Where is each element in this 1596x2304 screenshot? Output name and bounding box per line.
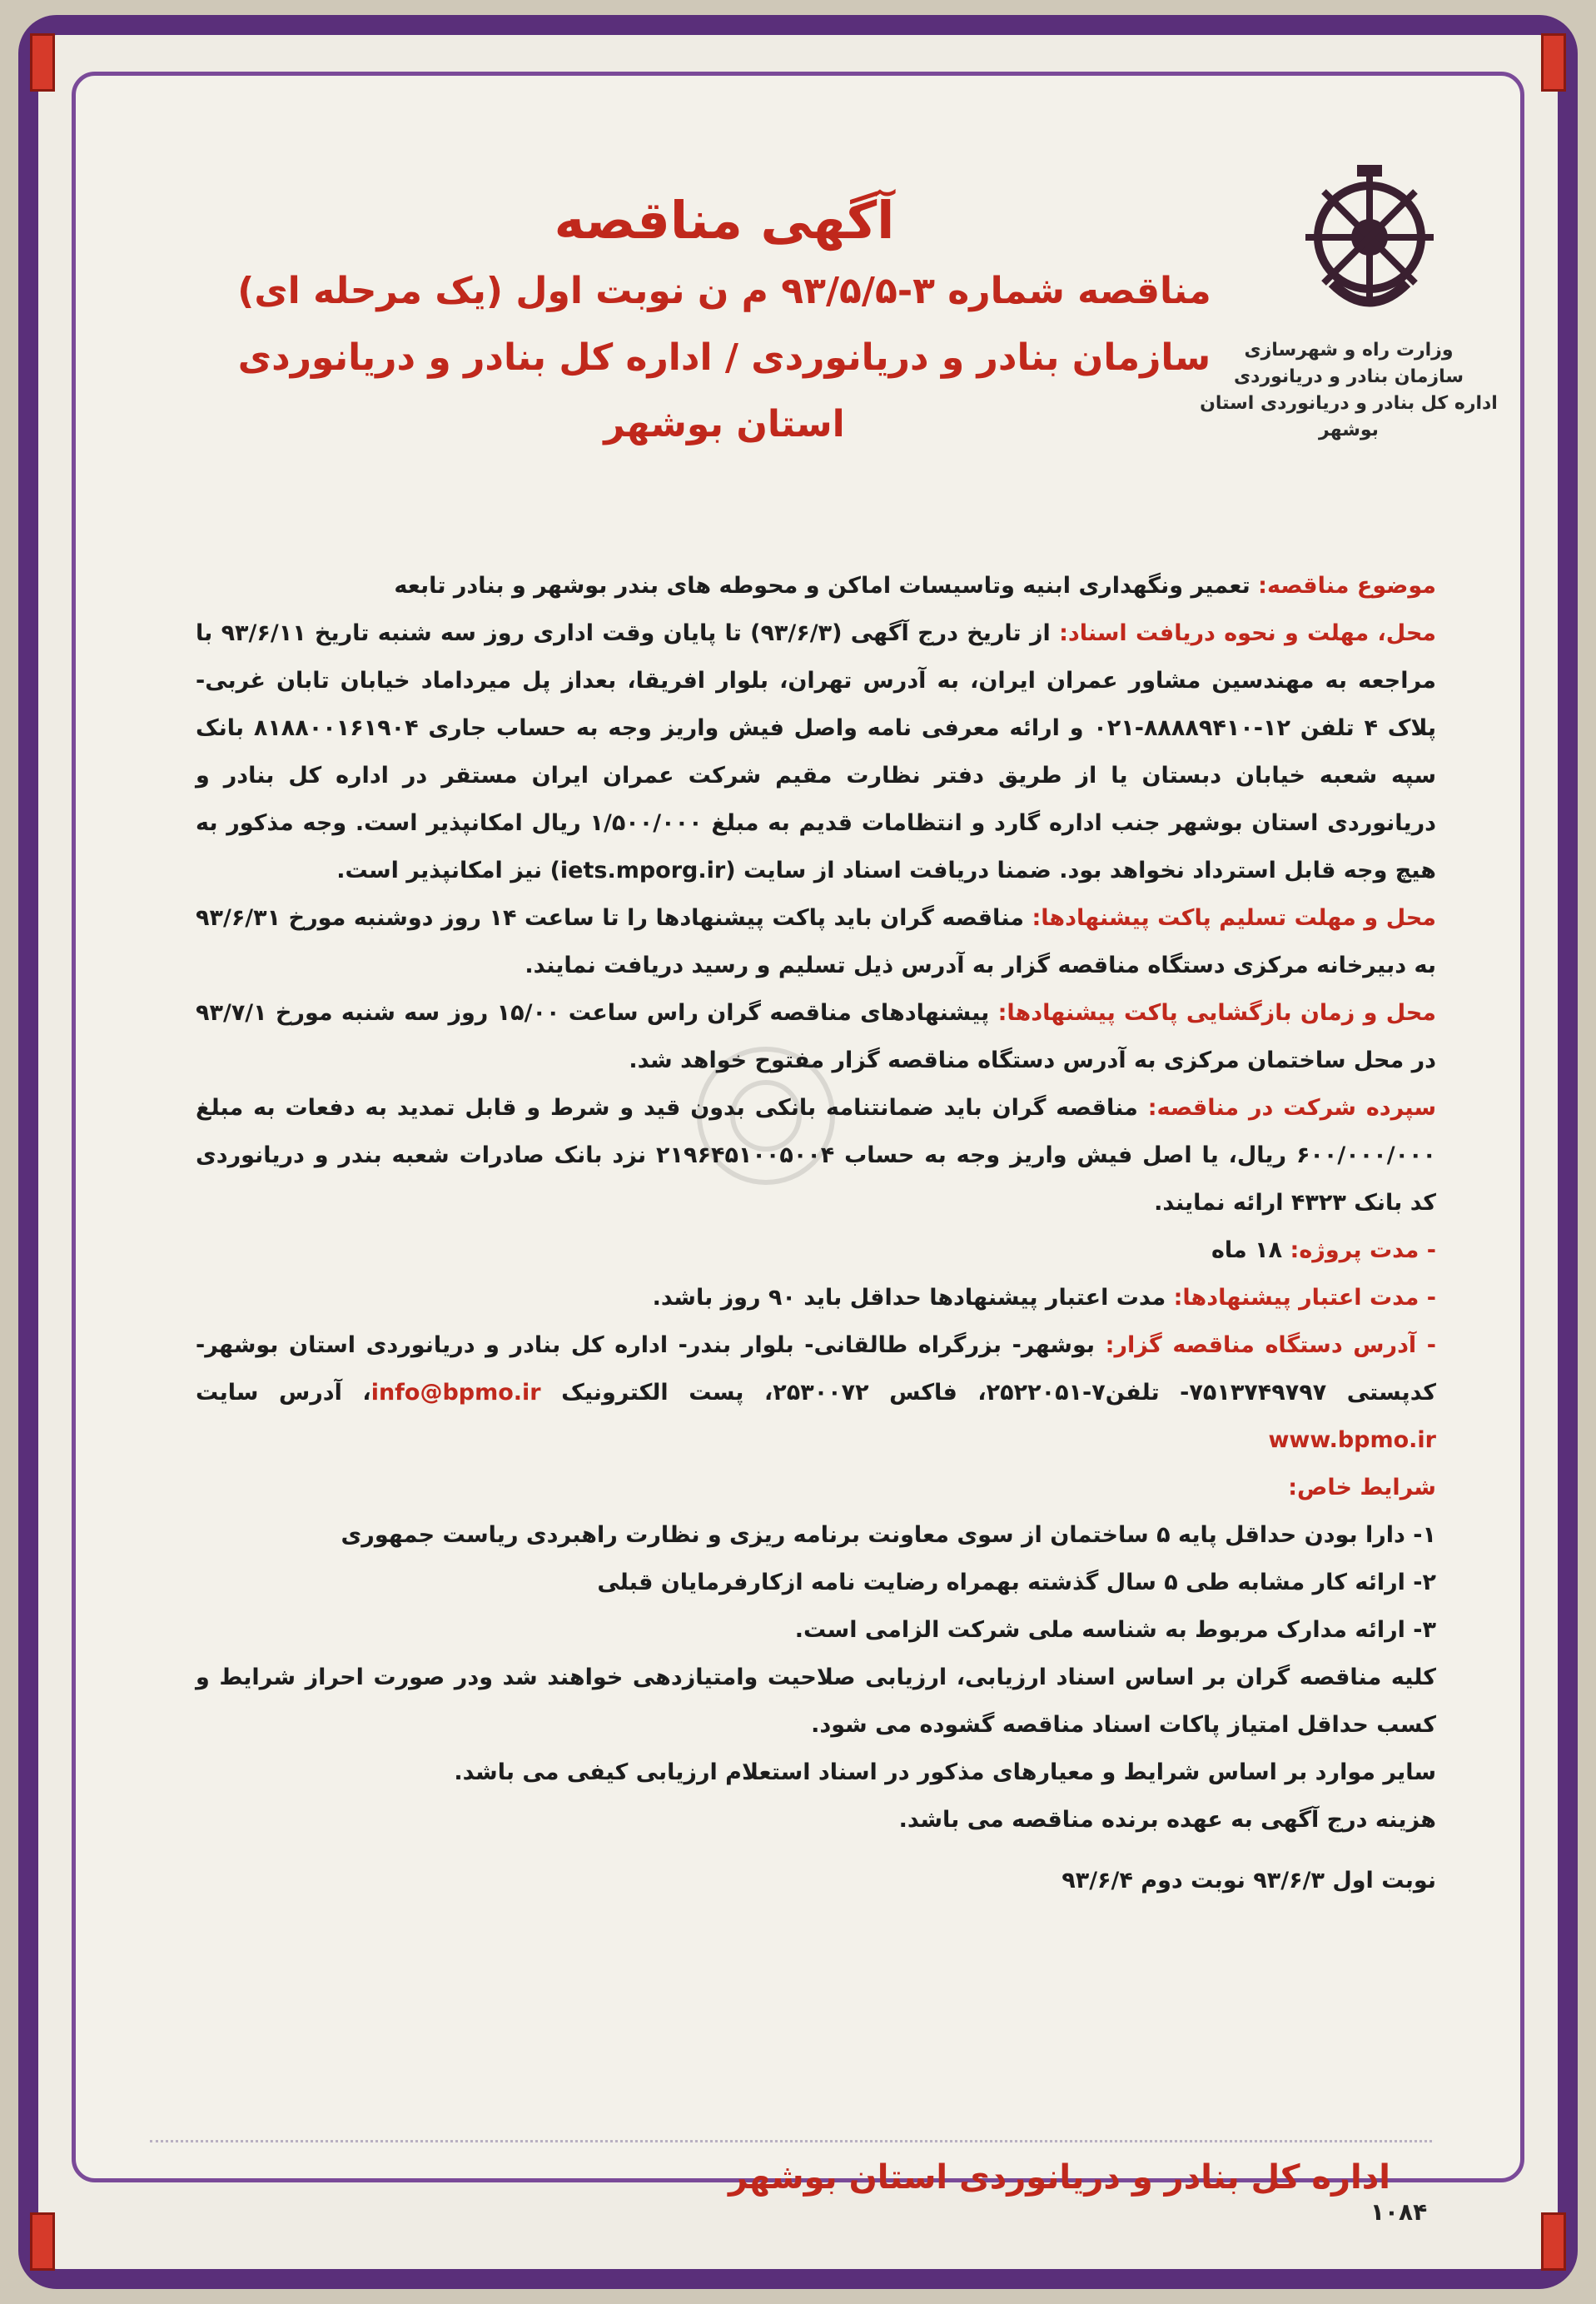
- publication-dates: نوبت اول ۹۳/۶/۳ نوبت دوم ۹۳/۶/۴: [1062, 1868, 1436, 1893]
- opening-label: محل و زمان بازگشایی پاکت پیشنهادها:: [997, 1000, 1436, 1026]
- footer-divider: [150, 2140, 1432, 2142]
- notice-heading: [191, 183, 1257, 458]
- condition-3: ۳- ارائه مدارک مربوط به شناسه ملی شرکت الزامی است.: [794, 1617, 1436, 1643]
- page-number: ۱۰۸۴: [1370, 2198, 1428, 2226]
- corner-mark-top-right: [1541, 33, 1566, 92]
- anchor-ship-wheel-logo: [1299, 158, 1440, 325]
- validity-label: - مدت اعتبار پیشنهادها:: [1173, 1285, 1436, 1311]
- condition-1: ۱- دارا بودن حداقل پایه ۵ ساختمان از سوی معاونت برنامه ریزی و نظارت راهبردی ریاست جمهوری: [341, 1522, 1436, 1548]
- duration-label: - مدت پروژه:: [1290, 1237, 1436, 1263]
- paragraph-duration: [196, 1227, 1436, 1274]
- address-label: - آدرس دستگاه مناقصه گزار:: [1105, 1332, 1436, 1358]
- condition-2: ۲- ارائه کار مشابه طی ۵ سال گذشته بهمراه رضایت نامه ازکارفرمایان قبلی: [597, 1570, 1436, 1595]
- logo-line-department: اداره کل بنادر و دریانوردی استان بوشهر: [1200, 393, 1498, 440]
- validity-text: مدت اعتبار پیشنهادها حداقل باید ۹۰ روز باشد.: [652, 1285, 1174, 1311]
- deposit-label: سپرده شرکت در مناقصه:: [1147, 1095, 1436, 1121]
- duration-text: ۱۸ ماه: [1211, 1237, 1290, 1263]
- notice-title: آگهی مناقصه: [554, 190, 895, 251]
- address-text: بوشهر- بزرگراه طالقانی- بلوار بندر- اداره کل بنادر و دریانوردی استان بوشهر- کدپستی ۷۵۱۳۷۴۹۷۹۷- تلفن۷-۲۵۲۲۰۵۱، فاکس ۲۵۳۰۰۷۲، پست الکترونیک: [196, 1332, 1436, 1406]
- paragraph-documents: [196, 610, 1436, 894]
- special-conditions-label: شرایط خاص:: [1288, 1475, 1436, 1500]
- note-criteria: سایر موارد بر اساس شرایط و معیارهای مذکور در اسناد استعلام ارزیابی کیفی می باشد.: [454, 1759, 1436, 1785]
- website-prefix: ، آدرس سایت: [196, 1380, 371, 1406]
- paragraph-special-conditions: [196, 1464, 1436, 1511]
- note-cost: هزینه درج آگهی به عهده برنده مناقصه می باشد.: [898, 1807, 1436, 1833]
- subject-text: تعمیر ونگهداری ابنیه وتاسیسات اماکن و محوطه های بندر بوشهر و بنادر تابعه: [394, 573, 1259, 599]
- paragraph-subject: [196, 562, 1436, 610]
- logo-line-ministry: وزارت راه و شهرسازی: [1244, 340, 1454, 361]
- subject-label: موضوع مناقصه:: [1258, 573, 1436, 599]
- deposit-text: مناقصه گران باید ضمانتنامه بانکی بدون قید و شرط و قابل تمدید به دفعات به مبلغ ۶۰۰/۰۰۰/۰۰۰ ریال، یا اصل فیش واریز وجه به حساب ۲۱۹۶۴۵۱۰۰۵۰۰۴ نزد بانک صادرات شعبه بندر و دریانوردی کد بانک ۴۳۲۳ ارائه نمایند.: [196, 1095, 1436, 1216]
- email-link[interactable]: info@bpmo.ir: [370, 1380, 541, 1406]
- opening-text: پیشنهادهای مناقصه گران راس ساعت ۱۵/۰۰ روز سه شنبه مورخ ۹۳/۷/۱ در محل ساختمان مرکزی به آدرس دستگاه مناقصه گزار مفتوح خواهد شد.: [196, 1000, 1436, 1073]
- corner-mark-bottom-right: [1541, 2212, 1566, 2271]
- corner-mark-bottom-left: [30, 2212, 55, 2271]
- paragraph-address: [196, 1321, 1436, 1464]
- corner-mark-top-left: [30, 33, 55, 92]
- documents-label: محل، مهلت و نحوه دریافت اسناد:: [1059, 620, 1437, 646]
- delivery-text: مناقصه گران باید پاکت پیشنهادها را تا ساعت ۱۴ روز دوشنبه مورخ ۹۳/۶/۳۱ به دبیرخانه مرکزی دستگاه مناقصه گزار به آدرس ذیل تسلیم و رسید دریافت نمایند.: [196, 905, 1436, 978]
- issuing-organization: سازمان بنادر و دریانوردی / اداره کل بنادر و دریانوردی استان بوشهر: [237, 336, 1211, 445]
- logo-line-organization: سازمان بنادر و دریانوردی: [1234, 366, 1464, 387]
- paragraph-opening: [196, 989, 1436, 1084]
- footer-organization: اداره کل بنادر و دریانوردی استان بوشهر: [728, 2158, 1390, 2197]
- tender-number: مناقصه شماره ۳-۹۳/۵/۵ م ن نوبت اول (یک مرحله ای): [237, 270, 1211, 312]
- delivery-label: محل و مهلت تسلیم پاکت پیشنهادها:: [1032, 905, 1436, 931]
- documents-text: از تاریخ درج آگهی (۹۳/۶/۳) تا پایان وقت اداری روز سه شنبه تاریخ ۹۳/۶/۱۱ با مراجعه به مهندسین مشاور عمران ایران، به آدرس تهران، بلوار افریقا، بعداز پل میرداماد خیابان تابان غربی- پلاک ۴ تلفن ۱۲-۸۸۸۸۹۴۱۰-۰۲۱ و ارائه معرفی نامه واصل فیش واریز وجه به حساب جاری ۸۱۸۸۰۰۱۶۱۹۰۴ بانک سپه شعبه خیابان دبستان یا از طریق دفتر نظارت مقیم شرکت عمران ایران مستقر در اداره کل بنادر و دریانوردی استان بوشهر جنب اداره گارد و انتظامات قدیم به مبلغ ۱/۵۰۰/۰۰۰ ریال امکانپذیر است. وجه مذکور به هیچ وجه قابل استرداد نخواهد بود. ضمنا دریافت اسناد از سایت (iets.mporg.ir) نیز امکانپذیر است.: [196, 620, 1436, 883]
- note-evaluation: کلیه مناقصه گران بر اساس اسناد ارزیابی، ارزیابی صلاحیت وامتیازدهی خواهند شد ودر صورت احراز شرایط و کسب حداقل امتیاز پاکات اسناد مناقصه گشوده می شود.: [196, 1665, 1436, 1738]
- paragraph-validity: [196, 1274, 1436, 1321]
- paragraph-deposit: [196, 1084, 1436, 1227]
- notice-body: [196, 562, 1436, 1904]
- paragraph-delivery: [196, 894, 1436, 989]
- website-link[interactable]: www.bpmo.ir: [1268, 1427, 1436, 1453]
